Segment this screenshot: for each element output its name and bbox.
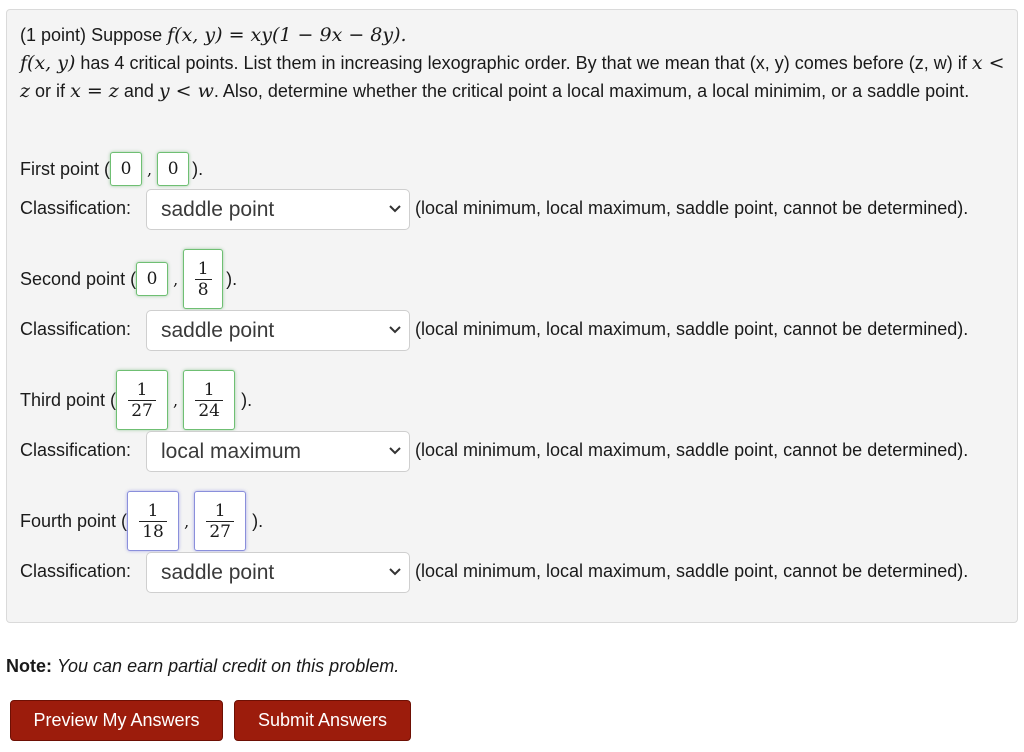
third-point-label: Third point ( bbox=[20, 389, 117, 410]
submit-answers-button[interactable]: Submit Answers bbox=[234, 700, 411, 741]
first-point-x-answer[interactable] bbox=[110, 152, 142, 186]
fourth-classification-select[interactable] bbox=[146, 552, 410, 593]
fourth-classification-hint: (local minimum, local maximum, saddle point, cannot be determined). bbox=[415, 561, 969, 581]
fraction-numerator: 1 bbox=[203, 379, 215, 400]
third-point-row bbox=[20, 370, 252, 430]
first-classification-value: saddle point bbox=[161, 197, 275, 221]
second-point-label: Second point ( bbox=[20, 268, 137, 289]
fraction bbox=[195, 259, 212, 300]
second-classification-label: Classification: bbox=[20, 319, 132, 339]
first-point-y-answer[interactable] bbox=[157, 152, 189, 186]
second-point-row bbox=[20, 249, 237, 309]
second-point-y-answer[interactable] bbox=[183, 249, 223, 309]
second-classification-hint: (local minimum, local maximum, saddle point, cannot be determined). bbox=[415, 319, 969, 339]
fourth-point-label: Fourth point ( bbox=[20, 510, 128, 531]
fraction bbox=[195, 380, 223, 421]
first-point-close: ). bbox=[192, 158, 204, 179]
fourth-point-x-answer[interactable] bbox=[127, 491, 179, 551]
fourth-point-close: ). bbox=[252, 510, 264, 531]
fraction-numerator: 1 bbox=[214, 500, 226, 521]
chevron-down-icon bbox=[389, 567, 401, 577]
comma-separator: , bbox=[147, 159, 153, 179]
first-point-y-value: 0 bbox=[167, 159, 179, 179]
third-point-x-answer[interactable] bbox=[116, 370, 168, 430]
partial-credit-note bbox=[6, 656, 399, 677]
and-text: and bbox=[123, 81, 154, 101]
third-classification-select[interactable] bbox=[146, 431, 410, 472]
or-if-text: or if bbox=[35, 81, 66, 101]
chevron-down-icon bbox=[389, 446, 401, 456]
condition-y-less-w: y < w bbox=[158, 80, 214, 102]
problem-statement bbox=[20, 21, 1010, 105]
instruction-text-a: has 4 critical points. List them in increasing lexographic order. By that we mean that (x, y) comes before (z, w) if bbox=[80, 53, 967, 73]
fraction-denominator: 18 bbox=[139, 521, 167, 542]
second-point-x-answer[interactable] bbox=[136, 262, 168, 296]
fourth-classification-label: Classification: bbox=[20, 561, 132, 581]
fraction-denominator: 24 bbox=[195, 400, 223, 421]
first-point-row bbox=[20, 152, 203, 186]
preview-answers-button[interactable]: Preview My Answers bbox=[10, 700, 223, 741]
first-classification-hint: (local minimum, local maximum, saddle point, cannot be determined). bbox=[415, 198, 969, 218]
fraction-denominator: 8 bbox=[195, 279, 212, 300]
note-label: Note: bbox=[6, 656, 52, 676]
note-text: You can earn partial credit on this problem. bbox=[57, 656, 400, 676]
instruction-text-b: . Also, determine whether the critical point a local maximum, a local minimim, or a saddle point. bbox=[213, 81, 970, 101]
second-classification-value: saddle point bbox=[161, 318, 275, 342]
chevron-down-icon bbox=[389, 325, 401, 335]
third-classification-hint: (local minimum, local maximum, saddle point, cannot be determined). bbox=[415, 440, 969, 460]
first-point-x-value: 0 bbox=[120, 159, 132, 179]
fraction bbox=[128, 380, 156, 421]
first-point-label: First point ( bbox=[20, 158, 111, 179]
comma-separator: , bbox=[173, 269, 179, 289]
problem-panel bbox=[6, 9, 1018, 623]
fraction bbox=[206, 501, 234, 542]
third-point-y-answer[interactable] bbox=[183, 370, 235, 430]
function-formula: f(x, y) = xy(1 − 9x − 8y). bbox=[167, 24, 407, 46]
third-classification-label: Classification: bbox=[20, 440, 132, 460]
fraction-denominator: 27 bbox=[128, 400, 156, 421]
chevron-down-icon bbox=[389, 204, 401, 214]
second-point-x-value: 0 bbox=[146, 269, 158, 289]
second-point-close: ). bbox=[226, 268, 238, 289]
first-classification-select[interactable] bbox=[146, 189, 410, 230]
fraction-numerator: 1 bbox=[136, 379, 148, 400]
first-classification-label: Classification: bbox=[20, 198, 132, 218]
fraction bbox=[139, 501, 167, 542]
fraction-denominator: 27 bbox=[206, 521, 234, 542]
fourth-point-y-answer[interactable] bbox=[194, 491, 246, 551]
fraction-numerator: 1 bbox=[197, 258, 209, 279]
condition-x-equals-z: x = z bbox=[70, 80, 119, 102]
comma-separator: , bbox=[184, 511, 190, 531]
points-label: (1 point) bbox=[20, 25, 87, 45]
suppose-text: Suppose bbox=[91, 25, 163, 45]
fourth-classification-value: saddle point bbox=[161, 560, 275, 584]
instruction-function: f(x, y) bbox=[20, 52, 76, 74]
second-classification-select[interactable] bbox=[146, 310, 410, 351]
fourth-point-row bbox=[20, 491, 263, 551]
comma-separator: , bbox=[173, 390, 179, 410]
third-classification-value: local maximum bbox=[161, 439, 302, 463]
condition-x-less-z: x < z bbox=[20, 52, 1005, 102]
fraction-numerator: 1 bbox=[147, 500, 159, 521]
third-point-close: ). bbox=[241, 389, 253, 410]
